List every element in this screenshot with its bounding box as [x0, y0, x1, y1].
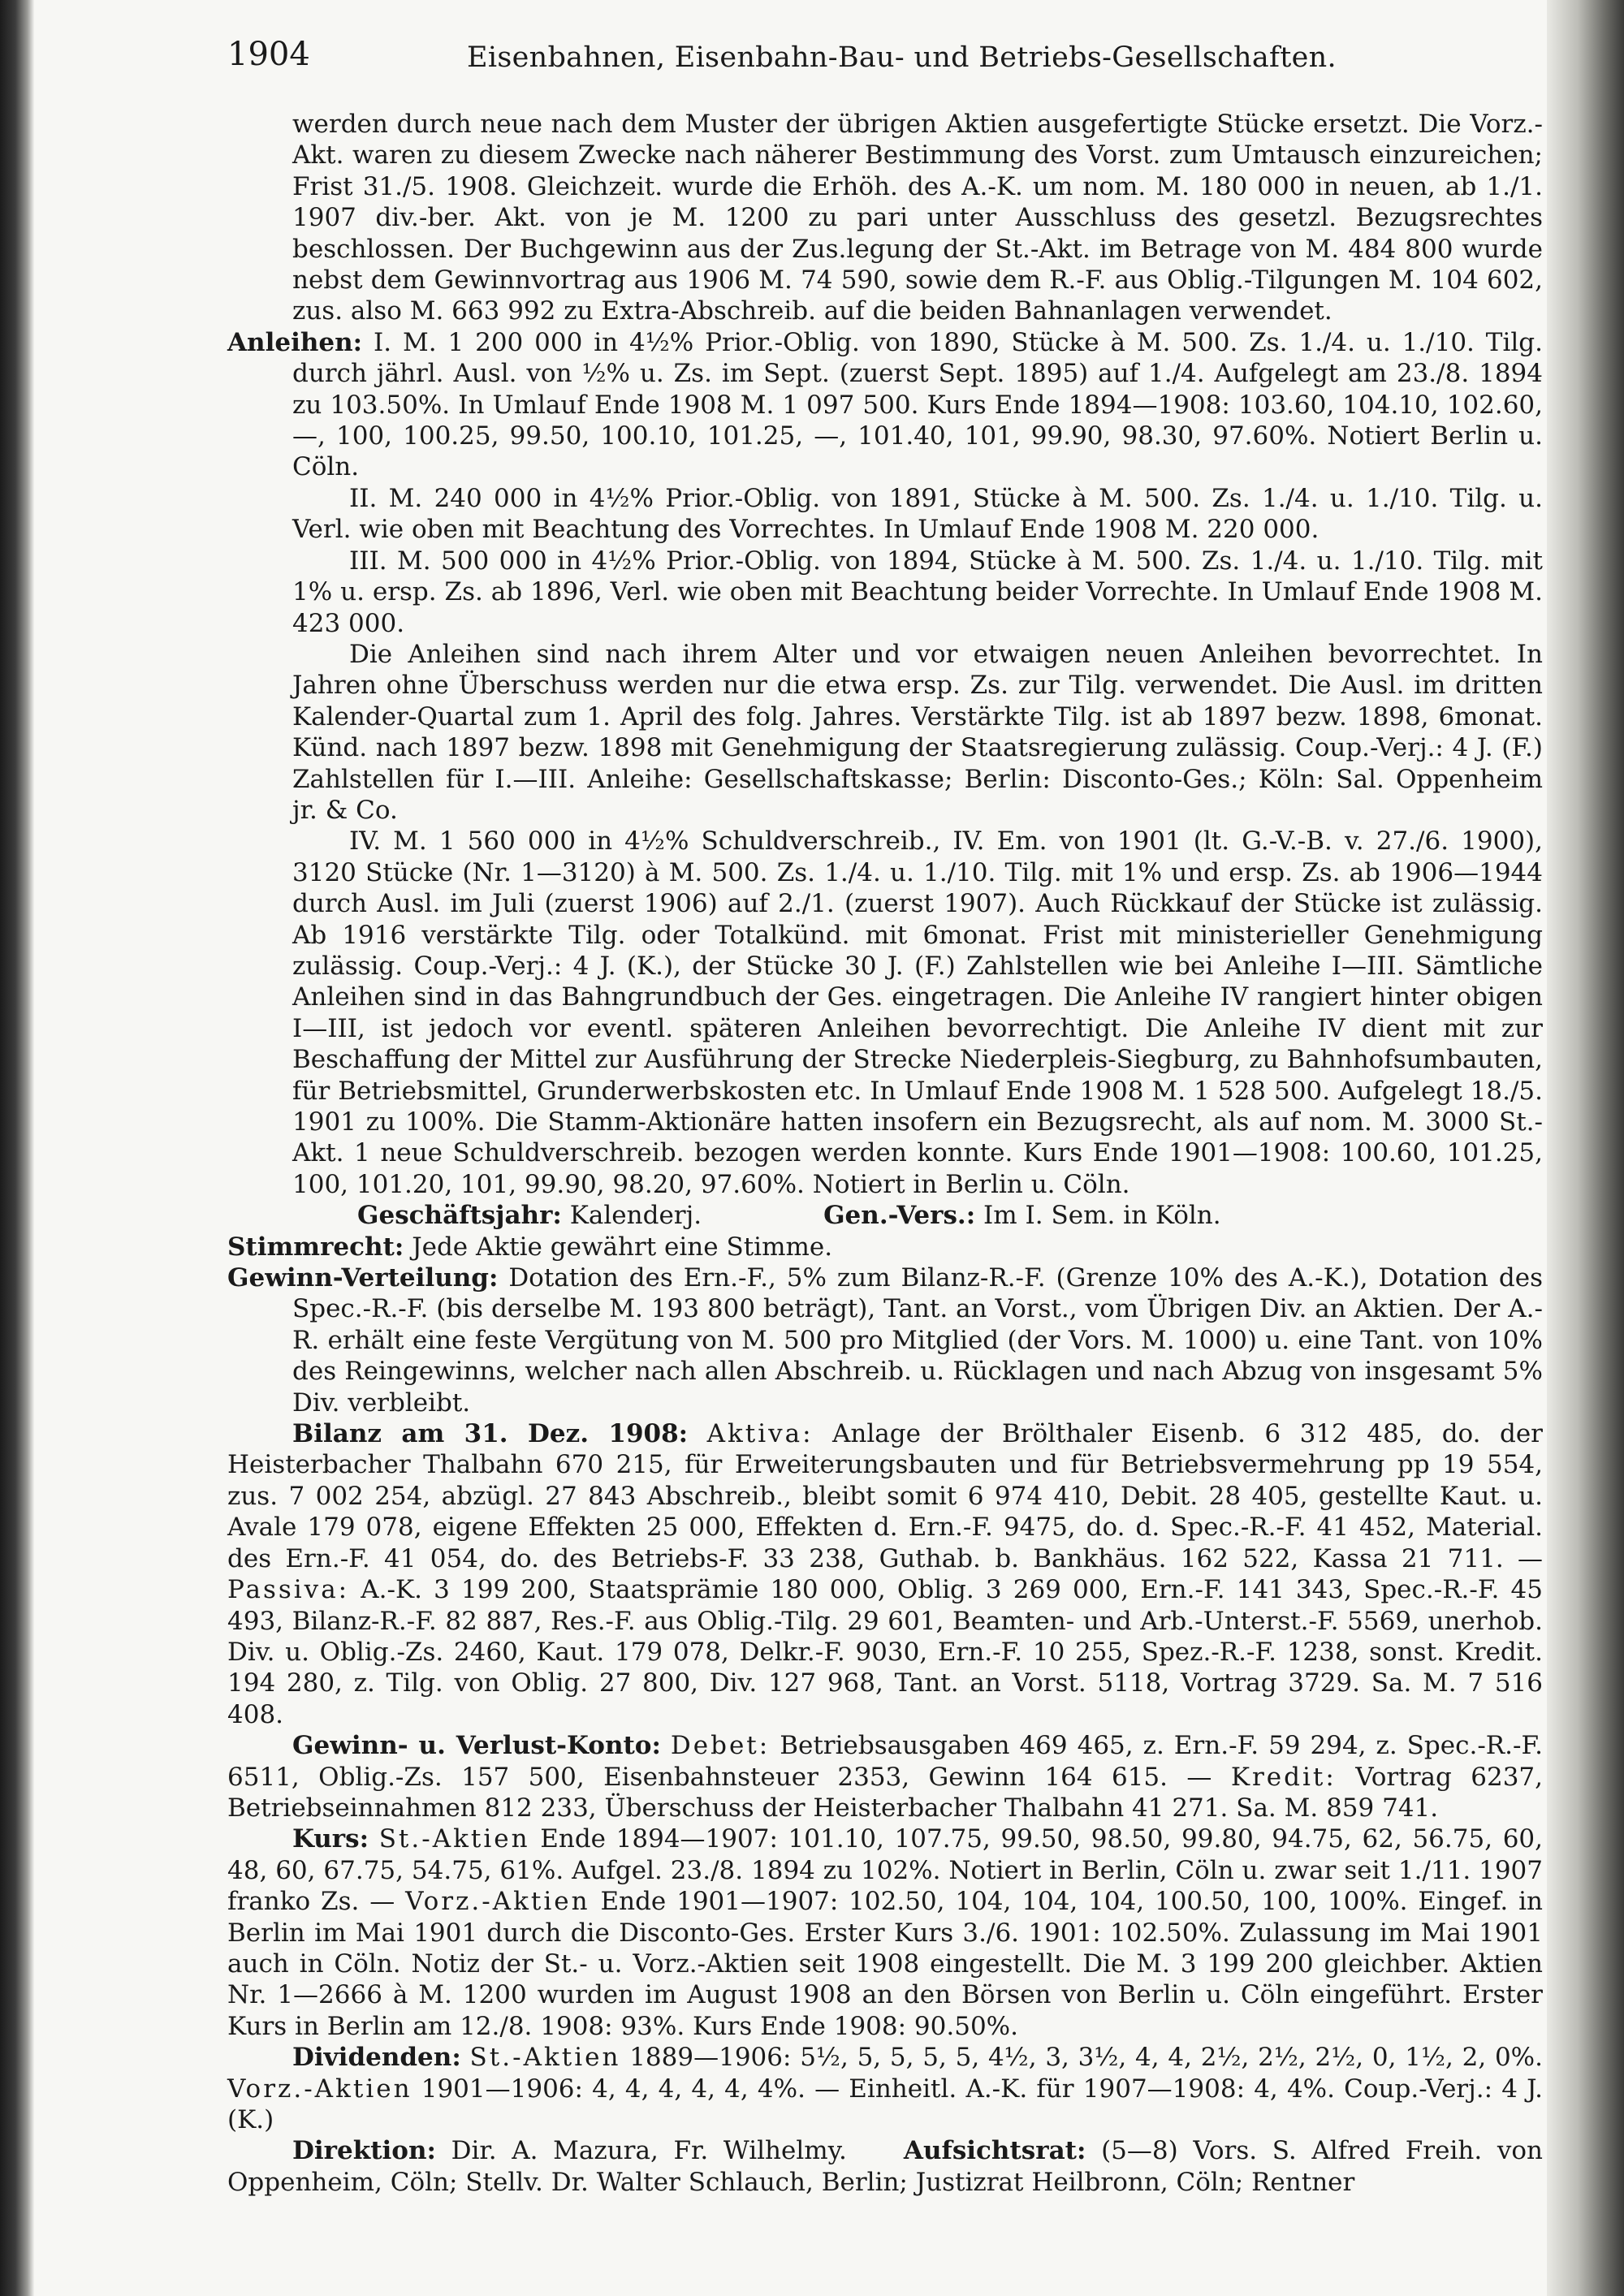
aktiva-value: Anlage der Brölthaler Eisenb. 6 312 485, do. der Heisterbacher Thalbahn 670 215, für Erweiterungsbauten und für Betriebsvermehrung pp 19 554, zus. 7 002 254, abzügl. 27 843 Abschreib., bleibt somit 6 974 410, Debit. 28 405, gestellte Kaut. u. Avale 179 078, eigene Effekten 25 000, Effekten d. Ern.-F. 9475, do. d. Spec.-R.-F. 41 452, Material. des Ern.-F. 41 054, do. des Betriebs-F. 33 238, Guthab. b. Bankhäus. 162 522, Kassa 21 711. — [227, 1419, 1543, 1573]
anleihe-i: I. M. 1 200 000 in 4½% Prior.-Oblig. von 1890, Stücke à M. 500. Zs. 1./4. u. 1./10. Tilg. durch jährl. Ausl. von ½% u. Zs. im Sept. (zuerst Sept. 1895) auf 1./4. Aufgelegt am 23./8. 1894 zu 103.50%. In Umlauf Ende 1908 M. 1 097 500. Kurs Ende 1894—1908: 103.60, 104.10, 102.60, —, 100, 100.25, 99.50, 100.10, 101.25, —, 101.40, 101, 99.90, 98.30, 97.60%. Notiert Berlin u. Cöln. [292, 327, 1543, 482]
guv-label: Gewinn- u. Verlust-Konto: [292, 1731, 661, 1761]
stimmrecht-label: Stimmrecht: [227, 1232, 404, 1262]
aktiva-label: Aktiva: [706, 1419, 814, 1449]
debet-label: Debet: [670, 1731, 771, 1761]
div-st-label: St.-Aktien [469, 2043, 621, 2073]
aufsichtsrat-value: (5—8) Vors. S. Alfred Freih. von Oppenheim, Cöln; Stellv. Dr. Walter Schlauch, Berlin; Justizrat Heilbronn, Cöln; Rentner [227, 2136, 1543, 2197]
section-label-anleihen: Anleihen: [227, 327, 363, 357]
stimmrecht-value: Jede Aktie gewährt eine Stimme. [412, 1232, 833, 1262]
anleihe-ii: II. M. 240 000 in 4½% Prior.-Oblig. von 1891, Stücke à M. 500. Zs. 1./4. u. 1./10. Tilg. u. Verl. wie oben mit Beachtung des Vorrechtes. In Umlauf Ende 1908 M. 220 000. [292, 483, 1543, 545]
passiva-label: Passiva: [227, 1575, 350, 1605]
div-st-value: 1889—1906: 5½, 5, 5, 5, 5, 4½, 3, 3½, 4, 4, 2½, 2½, 2½, 0, 1½, 2, 0%. [629, 2043, 1543, 2073]
anleihen-general: Die Anleihen sind nach ihrem Alter und vor etwaigen neuen Anleihen bevorrechtet. In Jahren ohne Überschuss werden nur die etwa ersp. Zs. zur Tilg. verwendet. Die Ausl. im dritten Kalender-Quartal zum 1. April des folg. Jahres. Verstärkte Tilg. ist ab 1897 bezw. 1898, 6monat. Künd. nach 1897 bezw. 1898 mit Genehmigung der Staatsregierung zulässig. Coup.-Verj.: 4 J. (F.) Zahlstellen für I.—III. Anleihe: Gesellschaftskasse; Berlin: Disconto-Ges.; Köln: Sal. Oppenheim jr. & Co. [292, 639, 1543, 825]
section-direktion [227, 2135, 1543, 2198]
page-content [227, 36, 1544, 2198]
running-header [227, 36, 1543, 88]
page-edge-shadow [1547, 0, 1624, 2296]
kurs-vorz-label: Vorz.-Aktien [405, 1887, 590, 1917]
section-gewinn-verteilung [227, 1262, 1543, 1418]
running-title: Eisenbahnen, Eisenbahn-Bau- und Betriebs-Gesellschaften. [467, 41, 1337, 74]
dividenden-label: Dividenden: [292, 2043, 461, 2073]
section-anleihen [227, 327, 1543, 483]
section-gewinn-verlust [227, 1730, 1543, 1823]
passiva-value: A.-K. 3 199 200, Staatsprämie 180 000, Oblig. 3 269 000, Ern.-F. 141 343, Spec.-R.-F. 45 493, Bilanz-R.-F. 82 887, Res.-F. aus Oblig.-Tilg. 29 601, Beamten- und Arb.-Unterst.-F. 5569, unerhob. Div. u. Oblig.-Zs. 2460, Kaut. 179 078, Delkr.-F. 9030, Ern.-F. 10 255, Spez.-R.-F. 1238, sonst. Kredit. 194 280, z. Tilg. von Oblig. 27 800, Div. 127 968, Tant. an Vorst. 5118, Vortrag 3729. Sa. M. 7 516 408. [227, 1575, 1544, 1729]
anleihe-iv: IV. M. 1 560 000 in 4½% Schuldverschreib., IV. Em. von 1901 (lt. G.-V.-B. v. 27./6. 1900), 3120 Stücke (Nr. 1—3120) à M. 500. Zs. 1./4. u. 1./10. Tilg. mit 1% und ersp. Zs. ab 1906—1944 durch Ausl. im Juli (zuerst 1906) auf 2./1. (zuerst 1907). Auch Rückkauf der Stücke ist zulässig. Ab 1916 verstärkte Tilg. oder Totalkünd. mit 6monat. Frist mit ministerieller Genehmigung zulässig. Coup.-Verj.: 4 J. (K.), der Stücke 30 J. (F.) Zahlstellen wie bei Anleihe I—III. Sämtliche Anleihen sind in das Bahngrundbuch der Ges. eingetragen. Die Anleihe IV rangiert hinter obigen I—III, ist jedoch vor eventl. späteren Anleihen bevorrechtigt. Die Anleihe IV dient mit zur Beschaffung der Mittel zur Ausführung der Strecke Niederpleis-Siegburg, zu Bahnhofsumbauten, für Betriebsmittel, Grunderwerbskosten etc. In Umlauf Ende 1908 M. 1 528 500. Aufgelegt 18./5. 1901 zu 100%. Die Stamm-Aktionäre hatten insofern ein Bezugsrecht, als auf nom. M. 3000 St.-Akt. 1 neue Schuldverschreib. bezogen werden konnte. Kurs Ende 1901—1908: 100.60, 101.25, 100, 101.20, 101, 99.90, 98.20, 97.60%. Notiert in Berlin u. Cöln. [292, 826, 1543, 1199]
kurs-st-label: St.-Aktien [378, 1824, 530, 1854]
section-stimmrecht [227, 1232, 1543, 1262]
geschaeftsjahr-label: Geschäftsjahr: [357, 1201, 562, 1231]
aufsichtsrat-label: Aufsichtsrat: [903, 2136, 1086, 2166]
div-vorz-value: 1901—1906: 4, 4, 4, 4, 4, 4%. — Einheitl. A.-K. für 1907—1908: 4, 4%. Coup.-Verj.: 4 J. (K.) [227, 2074, 1543, 2134]
kurs-vorz-value: Ende 1901—1907: 102.50, 104, 104, 104, 100.50, 100, 100%. Eingef. in Berlin im Mai 1901 durch die Disconto-Ges. Erster Kurs 3./6. 1901: 102.50%. Zulassung im Mai 1901 auch in Cöln. Notiz der St.- u. Vorz.-Aktien seit 1908 eingestellt. Die M. 3 199 200 gleichber. Aktien Nr. 1—2666 à M. 1200 wurden im August 1908 an den Börsen von Berlin u. Cöln eingeführt. Erster Kurs in Berlin am 12./8. 1908: 93%. Kurs Ende 1908: 90.50%. [227, 1887, 1544, 2041]
page-number: 1904 [227, 36, 310, 73]
direktion-label: Direktion: [292, 2136, 436, 2166]
paragraph-kapital-continuation: werden durch neue nach dem Muster der übrigen Aktien ausgefertigte Stücke ersetzt. Die Vorz.-Akt. waren zu diesem Zwecke nach näherer Bestimmung des Vorst. zum Umtausch einzureichen; Frist 31./5. 1908. Gleichzeit. wurde die Erhöh. des A.-K. um nom. M. 180 000 in neuen, ab 1./1. 1907 div.-ber. Akt. von je M. 1200 zu pari unter Ausschluss des gesetzl. Bezugsrechtes beschlossen. Der Buchgewinn aus der Zus.legung der St.-Akt. im Betrage von M. 484 800 wurde nebst dem Gewinnvortrag aus 1906 M. 74 590, sowie dem R.-F. aus Oblig.-Tilgungen M. 104 602, zus. also M. 663 992 zu Extra-Abschreib. auf die beiden Bahnanlagen verwendet. [292, 110, 1543, 326]
kurs-st-value: Ende 1894—1907: 101.10, 107.75, 99.50, 98.50, 99.80, 94.75, 62, 56.75, 60, 48, 60, 67.75, 54.75, 61%. Aufgel. 23./8. 1894 zu 102%. Notiert in Berlin, Cöln u. zwar seit 1./11. 1907 franko Zs. — [227, 1824, 1543, 1917]
gen-vers-label: Gen.-Vers.: [823, 1201, 976, 1231]
gewinn-verteilung-label: Gewinn-Verteilung: [227, 1263, 499, 1293]
binding-shadow [0, 0, 34, 2296]
gen-vers-value: Im I. Sem. in Köln. [983, 1201, 1221, 1231]
section-kurs [227, 1823, 1543, 2042]
debet-value: Betriebsausgaben 469 465, z. Ern.-F. 59 294, z. Spec.-R.-F. 6511, Oblig.-Zs. 157 500, Eisenbahnsteuer 2353, Gewinn 164 615. — [227, 1731, 1544, 1792]
section-bilanz [227, 1418, 1543, 1730]
geschaeftsjahr-line [227, 1200, 1543, 1231]
gewinn-verteilung-value: Dotation des Ern.-F., 5% zum Bilanz-R.-F. (Grenze 10% des A.-K.), Dotation des Spec.-R.-F. (bis derselbe M. 193 800 beträgt), Tant. an Vorst., vom Übrigen Div. an Aktien. Der A.-R. erhält eine feste Vergütung von M. 500 pro Mitglied (der Vors. M. 1000) u. eine Tant. von 10% des Reingewinns, welcher nach allen Abschreib. u. Rücklagen und nach Abzug von insgesamt 5% Div. verbleibt. [292, 1263, 1543, 1418]
div-vorz-label: Vorz.-Aktien [227, 2074, 412, 2104]
section-dividenden [227, 2042, 1543, 2135]
anleihe-iii: III. M. 500 000 in 4½% Prior.-Oblig. von 1894, Stücke à M. 500. Zs. 1./4. u. 1./10. Tilg. mit 1% u. ersp. Zs. ab 1896, Verl. wie oben mit Beachtung beider Vorrechte. In Umlauf Ende 1908 M. 423 000. [292, 546, 1543, 638]
kredit-label: Kredit: [1230, 1762, 1337, 1792]
geschaeftsjahr-value: Kalenderj. [569, 1201, 702, 1231]
kurs-label: Kurs: [292, 1824, 369, 1854]
direktion-value: Dir. A. Mazura, Fr. Wilhelmy. [451, 2136, 847, 2166]
kredit-value: Vortrag 6237, Betriebseinnahmen 812 233, Überschuss der Heisterbacher Thalbahn 41 271. Sa. M. 859 741. [227, 1762, 1543, 1823]
bilanz-label: Bilanz am 31. Dez. 1908: [292, 1419, 689, 1449]
